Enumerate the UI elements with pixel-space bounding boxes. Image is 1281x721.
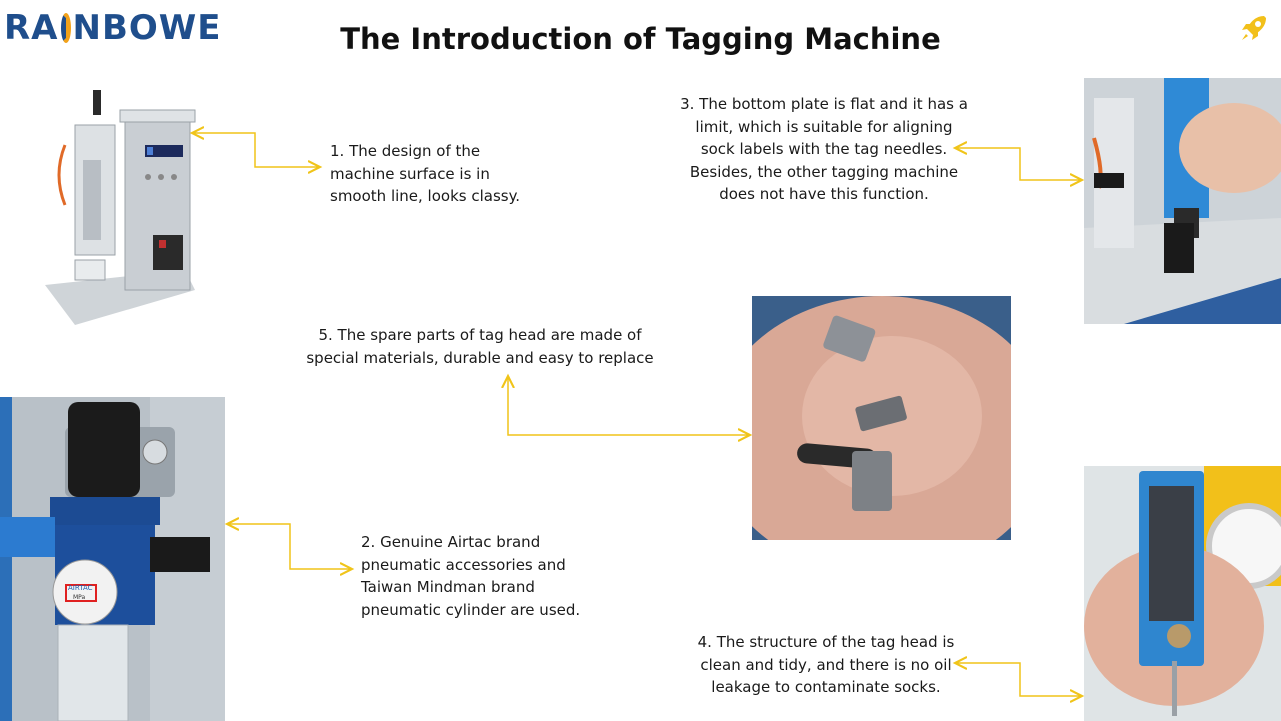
feature-1-caption: 1. The design of the machine surface is in smooth line, looks classy. bbox=[330, 142, 521, 205]
logo-text-ra: RA bbox=[4, 8, 59, 48]
arrow-feature-4 bbox=[955, 663, 1082, 696]
regulator-unit-label: MPa bbox=[73, 594, 86, 601]
arrow-feature-1 bbox=[192, 133, 320, 167]
regulator-brand-label: AIRTAC bbox=[68, 584, 93, 592]
arrow-feature-2 bbox=[227, 524, 352, 569]
arrow-feature-5 bbox=[508, 376, 750, 435]
arrow-feature-3 bbox=[955, 148, 1082, 180]
feature-5-caption: 5. The spare parts of tag head are made of special materials, durable and easy to replace bbox=[306, 326, 654, 367]
feature-2-caption: 2. Genuine Airtac brand pneumatic accessories and Taiwan Mindman brand pneumatic cylinder are used. bbox=[361, 533, 581, 619]
logo-text-nbowe: NBOWE bbox=[72, 8, 222, 48]
feature-3-caption: 3. The bottom plate is flat and it has a limit, which is suitable for aligning sock labels with the tag needles. Besides, the other tagging machine does not have this function. bbox=[680, 95, 968, 203]
feature-4-caption: 4. The structure of the tag head is clean and tidy, and there is no oil leakage to contaminate socks. bbox=[697, 633, 955, 696]
page-title: The Introduction of Tagging Machine bbox=[340, 22, 941, 56]
